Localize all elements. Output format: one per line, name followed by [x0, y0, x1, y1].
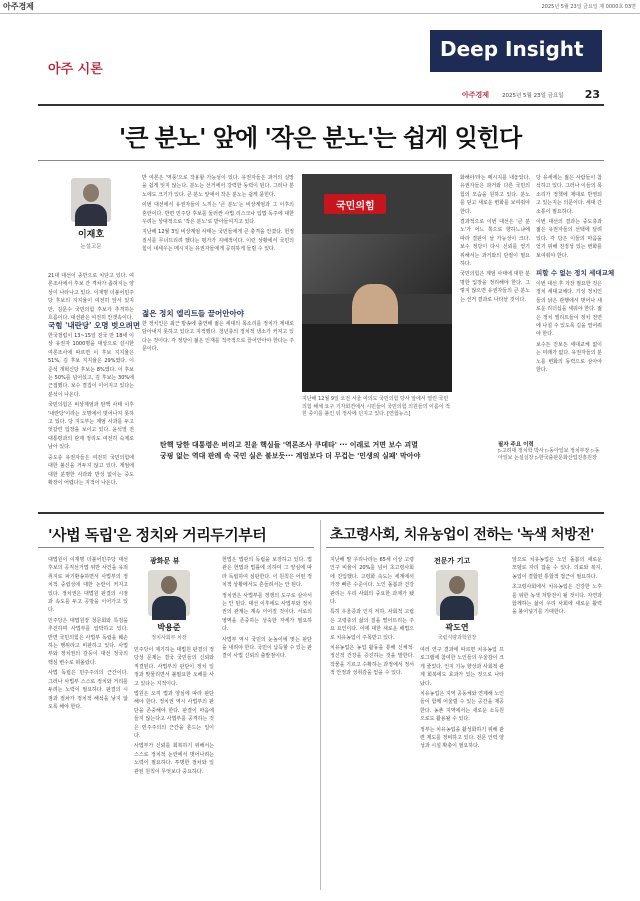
bio-title: 필자 주요 이력 — [498, 442, 534, 448]
right-author-name: 곽도연 — [445, 623, 469, 632]
main-headline: '큰 분노' 앞에 '작은 분노'는 쉽게 잊힌다 — [118, 123, 522, 152]
paragraph: 국민의힘은 계엄 사태에 대한 분명한 입장을 정리해야 한다. 그렇지 않으면 유권자들의 큰 분노는 선거 결과로 나타날 것이다. — [460, 271, 530, 303]
masthead-date: 2025년 5월 23일 금요일 — [502, 93, 564, 99]
paragraph: 사법부 역시 국민의 눈높이에 맞는 판단을 내려야 한다. 국민이 납득할 수 있는 판결이 사법 신뢰의 출발점이다. — [222, 636, 312, 660]
party-sign: 국민의힘 — [324, 194, 386, 214]
paragraph: 한 정치인은 최근 방송에 출연해 젊은 세대의 목소리를 정치가 제대로 담아내지 못하고 있다고 지적했다. 청년층의 정치적 냉소가 커지고 있다는 것이다. 각 정당이 젊은 인재를 적극적으로 끌어안아야 한다는 주문이다. — [142, 321, 294, 353]
top-bar — [0, 0, 640, 14]
paragraph: 민주당이 제기하는 대법원 판결의 정당성 문제는 결국 국민들의 신뢰와 직결된다. 사법부의 판단이 정치 일정과 맞물리면서 불필요한 오해를 사고 있다는 지적이다. — [134, 647, 214, 687]
pull-line-1: 탄핵 당한 대통령은 버리고 친윤 핵심들 '역론조사 쿠데타' ··· 이래로 거면 보수 괴멸 — [160, 441, 418, 449]
paragraph: 사법 독립은 민주주의의 근간이다. 그러나 사법부 스스로 정치와 거리를 두려는 노력이 필요하다. 판결의 시점과 절차가 정치적 해석을 낳지 않도록 해야 한다. — [48, 670, 128, 710]
left-author-photo — [148, 570, 190, 616]
masthead — [430, 30, 602, 72]
left-author-name: 박용준 — [157, 623, 181, 632]
photo-caption: 지난해 12월 9일 오전 서울 여의도 국민의힘 당사 앞에서 열린 국민의힘 해체 요구 기자회견에서 시민들이 국민의힘 의원들의 이름이 적힌 종이를 붙인 뒤 정사에 던지고 있다. [연합뉴스] — [302, 396, 450, 417]
right-tag: 전문가 기고 — [434, 557, 471, 565]
main-col2b — [142, 320, 294, 436]
main-col4 — [536, 174, 602, 264]
top-date-line: 2025년 5월 23일 금요일 제 0000호 03면 — [541, 4, 636, 10]
paragraph: 이번 대선 후 가장 필요한 것은 정치 세대교체다. 기성 정치인들의 낡은 관행에서 벗어나 새로운 리더십을 세워야 한다. 젊은 정치 엘리트들이 정치 전면에 나설 수 있도록 길을 열어줘야 한다. — [536, 281, 602, 338]
paragraph: 사법부가 신뢰를 회복하기 위해서는 스스로 정치적 논란에서 벗어나려는 노력이 필요하다. 투명한 절차와 일관된 원칙이 무엇보다 중요하다. — [134, 743, 214, 775]
paragraph: 보수든 진보든 세대교체 없이는 미래가 없다. 유권자들의 분노를 변화의 동력으로 삼아야 한다. — [536, 341, 602, 374]
paragraph: 치유농업은 지역 공동체와 연계해 노인들이 함께 어울릴 수 있는 공간을 제공한다. 농촌 지역에서는 새로운 소득원으로도 활용될 수 있다. — [420, 691, 504, 723]
pull-quote — [160, 440, 490, 462]
paragraph: 이번 대선에서 유권자들이 느끼는 '큰 분노'는 비상계엄과 그 이후의 혼란이다. 반면 민주당 후보를 둘러싼 사법 리스크나 입법 독주에 대한 우려는 상대적으로 '작은 분노'로 받아들여지고 있다. — [142, 202, 294, 226]
left-col2 — [134, 646, 214, 890]
paragraph: 반 여론은 '역풍'으로 작용할 가능성이 있다. 유권자들은 과거의 실망을 쉽게 잊지 않는다. 분노는 선거에서 강력한 동력이 된다. 그러나 분노에도 크기가 있다. 큰 분노 앞에서 작은 분노는 쉽게 묻힌다. — [142, 175, 294, 198]
masthead-sub — [430, 90, 602, 102]
paragraph: 민주당은 대법원장 청문회와 특검을 추진하며 사법부를 압박하고 있다. 반면 국민의힘은 사법부 독립을 훼손하는 행위라고 비판하고 있다. 사법부와 정치권의 갈등이 대선 정국의 핵심 변수로 떠올랐다. — [48, 617, 128, 666]
paragraph: 지난해 말 우리나라는 65세 이상 고령인구 비율이 20%를 넘어 초고령사회에 진입했다. 고령화 속도는 세계에서 가장 빠른 수준이다. 노인 돌봄과 건강 관리는 우리 사회의 중요한 과제가 됐다. — [330, 557, 414, 606]
right-col3 — [512, 556, 602, 890]
author-bio-box — [498, 440, 602, 484]
right-rule — [326, 547, 604, 548]
right-author-photo — [436, 570, 478, 616]
paragraph: 화해야'라는 메시지를 내놓았다. 유권자들은 과거와 다른 국민의힘의 모습을 원하고 있다. 분노를 딛고 새로운 변화를 보여줘야 한다. — [460, 175, 530, 215]
page-number: 23 — [584, 88, 600, 101]
main-col1 — [48, 272, 134, 322]
right-author-role: 국립식량과학원장 — [437, 635, 477, 641]
top-brand: 아주경제 — [3, 2, 34, 11]
right-col1 — [330, 556, 414, 890]
main-col2 — [142, 174, 294, 304]
main-col4b — [536, 280, 602, 436]
main-col3 — [460, 174, 530, 436]
left-tag: 광화문 뷰 — [150, 557, 180, 565]
author-photo — [71, 178, 111, 222]
top-rule — [38, 104, 604, 106]
paragraph: 중도층 유권자들은 여전히 국민의힘에 대한 불신을 거두지 않고 있다. 계엄에 대한 분명한 사과와 반성 없이는 중도 확장이 어렵다는 지적이 나온다. — [48, 454, 134, 486]
photo-main — [302, 174, 452, 392]
right-col2 — [420, 646, 504, 890]
paragraph: 국민의힘은 비상계엄과 탄핵 사태 이후 '내란당'이라는 오명에서 벗어나지 못하고 있다. 당 지도부는 계엄 사과를 두고 엇갈린 입장을 보이고 있다. 윤석열 전 대통령과의 관계 정리도 여전히 숙제로 남아 있다. — [48, 402, 134, 451]
headline-rule — [38, 160, 604, 161]
pull-line-2: 궁핑 없는 역대 판례 속 국민 실은 불보듯··· 계엄보다 더 무겁는 '민생의 실패' 막아야 — [160, 452, 421, 460]
main-sub3: 피할 수 없는 정치 세대교체 — [536, 269, 615, 277]
masthead-paper: 아주경제 — [462, 91, 490, 99]
main-sub2: 젊은 정치 엘리트들 끌어안아야 — [142, 309, 245, 318]
paragraph: 앞으로 치유농업은 노인 돌봄의 새로운 모델로 자리 잡을 수 있다. 의료와 복지, 농업이 결합된 통합적 접근이 필요하다. — [512, 557, 602, 580]
paragraph: 법원은 오직 법과 양심에 따라 판단해야 한다. 정치권 역시 사법부의 판단을 존중해야 한다. 판결이 마음에 들지 않는다고 사법부를 공격하는 것은 민주주의의 근간을 흔드는 일이다. — [134, 691, 214, 740]
paragraph: 이번 대선의 결과는 중도층과 젊은 유권자들의 선택에 달려 있다. 각 당은 이들의 마음을 얻기 위해 진정성 있는 변화를 보여줘야 한다. — [536, 219, 602, 259]
left-col3 — [222, 556, 312, 890]
paragraph: 여러 연구 결과에 따르면 치유농업 프로그램에 참여한 노인들의 우울감이 크게 줄었다. 인지 기능 향상과 사회적 관계 회복에도 효과가 있는 것으로 나타났다. — [420, 647, 504, 687]
paragraph: 대법원이 이재명 더불어민주당 대선 후보의 공직선거법 위반 사건을 유죄 취지로 파기환송하면서 사법부의 정치적 중립성에 대한 논란이 커지고 있다. 정치권은 대법원 판결의 시점과 속도를 두고 공방을 이어가고 있다. — [48, 557, 128, 614]
left-author-role: 정치사회부 차장 — [151, 635, 187, 641]
mid-rule — [38, 512, 604, 514]
paragraph: 초고령사회에서 치유농업은 건강한 노후를 위한 녹색 처방전이 될 것이다. 자연과 함께하는 삶이 우리 사회에 새로운 활력을 불어넣기를 기대한다. — [512, 584, 602, 616]
paragraph: 정치권은 사법부를 정쟁의 도구로 삼아서는 안 된다. 대선 이후에도 사법부와 정치권의 관계는 계속 이어질 것이다. 서로의 영역을 존중하는 성숙한 자세가 필요하다. — [222, 592, 312, 633]
paragraph: 21대 대선이 종반으로 치닫고 있다. 여론조사에서 후보 간 격차가 좁혀지는 양상이 나타나고 있다. 이재명 더불어민주당 후보의 지지율이 여전히 앞서 있지만, 김문수 국민의힘 후보가 추격하는 흐름이다. 대선판은 여전히 안갯속이다. — [48, 273, 134, 322]
paragraph: 치유농업은 농업 활동을 통해 신체적·정신적 건강을 증진하는 것을 말한다. 작물을 기르고 수확하는 과정에서 정서적 안정과 성취감을 얻을 수 있다. — [330, 645, 414, 677]
bio-lines: ▷고려대 정치학 박사 ▷동아일보 정치부장 ▷동아일보 논설실장 ▷한국출판문화산업진흥원장 — [498, 448, 600, 461]
left-headline: '사법 독립'은 정치와 거리두기부터 — [48, 526, 267, 544]
masthead-title: Deep Insight — [440, 37, 584, 61]
main-sub1: 국힘 '내란당' 오명 벗으려면 — [48, 321, 141, 330]
paragraph: 정부는 치유농업을 활성화하기 위해 관련 제도를 정비하고 있다. 전문 인력 양성과 시설 확충이 필요하다. — [420, 726, 504, 750]
left-rule — [38, 547, 314, 548]
paragraph: 한국갤럽이 13~15일 전국 만 18세 이상 유권자 1000명을 대상으로 실시한 여론조사에 따르면 이 후보 지지율은 51%, 김 후보 지지율은 29%였다. 이준석 개혁신당 후보는 8%였다. 이 후보는 50%를 넘어섰고, 김 후보는 30%에 근접했다. 보수 결집이 이어지고 있다는 분석이 나온다. — [48, 333, 134, 398]
paragraph: 지난해 12월 3일 비상계엄 사태는 국민들에게 큰 충격을 안겼다. 헌정 질서를 무너뜨리려 했다는 평가가 지배적이다. 이런 상황에서 국민의힘이 내세우는 메시지는 유권자들에게 공허하게 들릴 수 있다. — [142, 229, 294, 253]
right-headline: 초고령사회, 치유농업이 전하는 '녹색 처방전' — [330, 527, 594, 543]
left-col1 — [48, 556, 128, 890]
paragraph: 당 유세에는 젊은 사람들이 참석하고 있다. 그러나 이들의 목소리가 정책에 제대로 반영되고 있는지는 의문이다. 세대 간 소통이 필요하다. — [536, 175, 602, 215]
main-col1b — [48, 332, 134, 486]
section-label: 아주 시론 — [48, 62, 103, 77]
main-author — [48, 178, 134, 250]
author-name: 이재호 — [77, 230, 105, 240]
paragraph: 결과적으로 이번 대선은 '큰 분노'가 어느 쪽으로 향하느냐에 따라 결판이 날 가능성이 크다. 보수 정당이 다시 신뢰를 얻기 위해서는 과거와의 단절이 필요하다. — [460, 219, 530, 268]
column-divider — [320, 520, 321, 890]
author-role: 논설고문 — [80, 244, 102, 250]
paragraph: 헌법은 법관의 독립을 보장하고 있다. 법관은 헌법과 법률에 의하여 그 양심에 따라 독립하여 심판한다. 이 원칙은 어떤 정치적 상황에서도 흔들려서는 안 된다. — [222, 557, 312, 589]
paragraph: 특히 우울증과 인지 저하, 사회적 고립은 고령층의 삶의 질을 떨어뜨리는 주요 요인이다. 이에 대한 새로운 해법으로 치유농업이 주목받고 있다. — [330, 609, 414, 641]
